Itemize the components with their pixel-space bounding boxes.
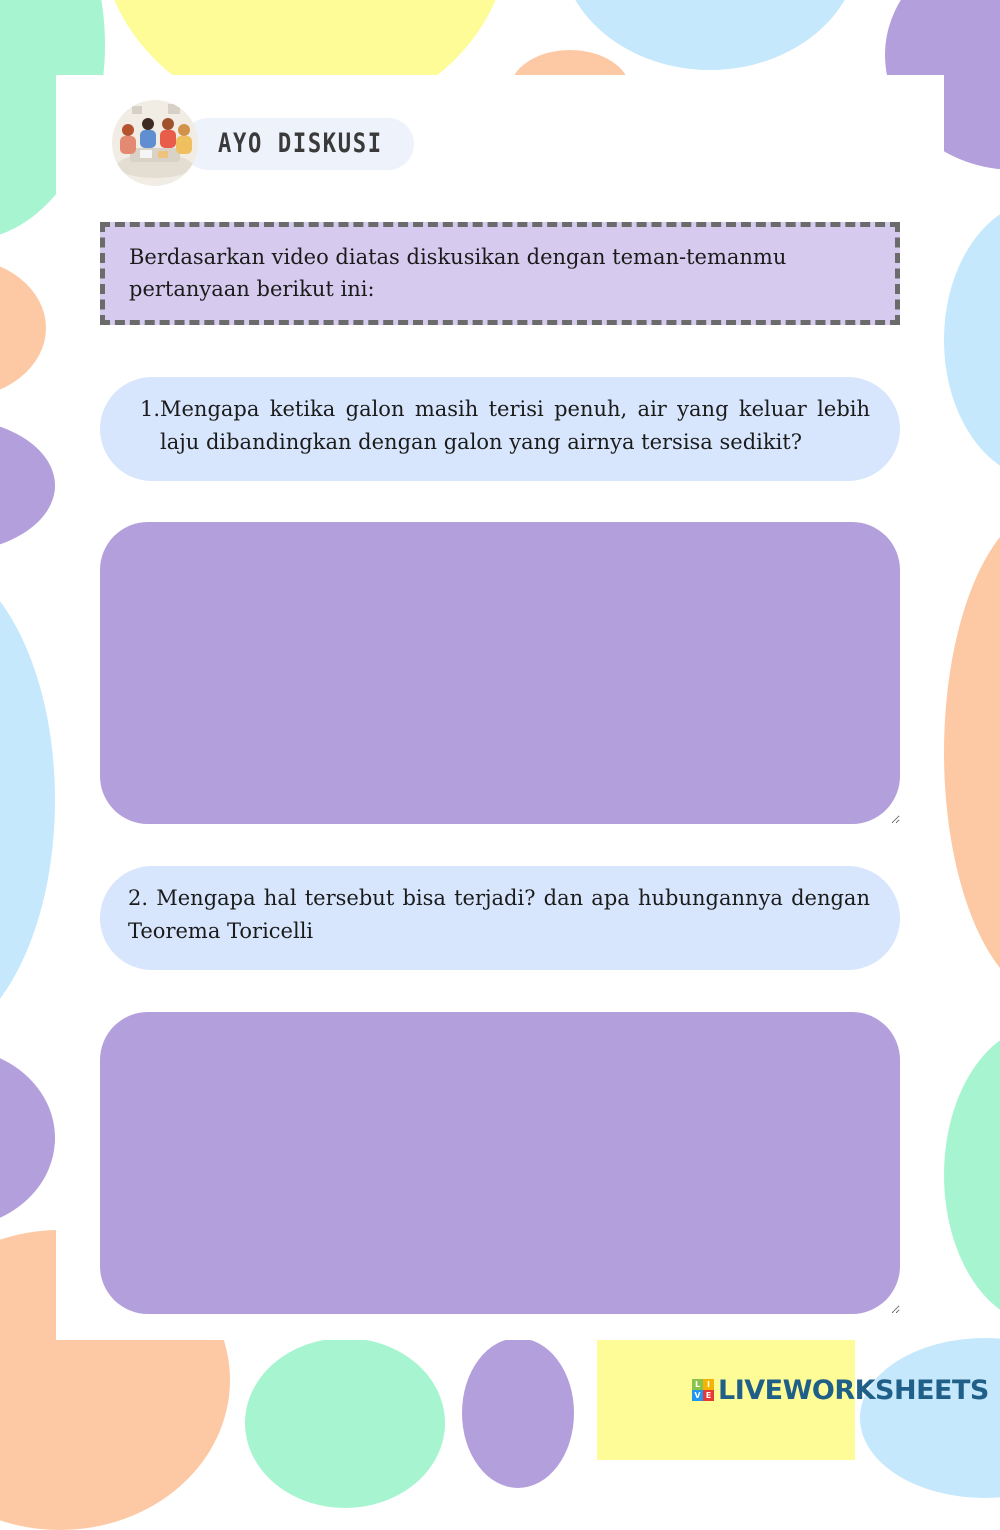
decor-circle-purple-left-lower [0, 1048, 55, 1228]
liveworksheets-logo[interactable] [692, 1372, 989, 1408]
question-number: 2. [128, 886, 149, 910]
answer-2-input[interactable] [100, 1012, 900, 1314]
section-header [112, 100, 422, 186]
decor-circle-peach-right [944, 505, 1000, 1000]
decor-circle-blue-bottom-right [860, 1338, 1000, 1498]
question-2 [100, 866, 900, 970]
question-1 [100, 377, 900, 481]
liveworksheets-logo-mark-icon: L I V E [692, 1379, 714, 1401]
instruction-text: Berdasarkan video diatas diskusikan dengan teman-temanmu pertanyaan berikut ini: [129, 245, 787, 301]
decor-circle-peach-left [0, 258, 46, 398]
decor-circle-blue-left [0, 555, 55, 1045]
decor-circle-green-bottom [245, 1338, 445, 1508]
question-text: Mengapa ketika galon masih terisi penuh, air yang keluar lebih laju dibandingkan dengan galon yang airnya tersisa sedikit? [160, 397, 870, 454]
liveworksheets-logo-text: LIVEWORKSHEETS [718, 1374, 989, 1406]
decor-circle-green-right [944, 1025, 1000, 1325]
section-title: AYO DISKUSI [218, 128, 383, 159]
question-text: Mengapa hal tersebut bisa terjadi? dan apa hubungannya dengan Teorema Toricelli [128, 886, 870, 943]
decor-circle-purple-left [0, 418, 55, 553]
question-number: 1. [140, 397, 161, 421]
group-discussion-illustration-icon [112, 100, 198, 186]
instruction-box [100, 222, 900, 325]
decor-circle-blue-right [944, 200, 1000, 480]
answer-1-input[interactable] [100, 522, 900, 824]
decor-circle-purple-bottom [462, 1338, 574, 1488]
